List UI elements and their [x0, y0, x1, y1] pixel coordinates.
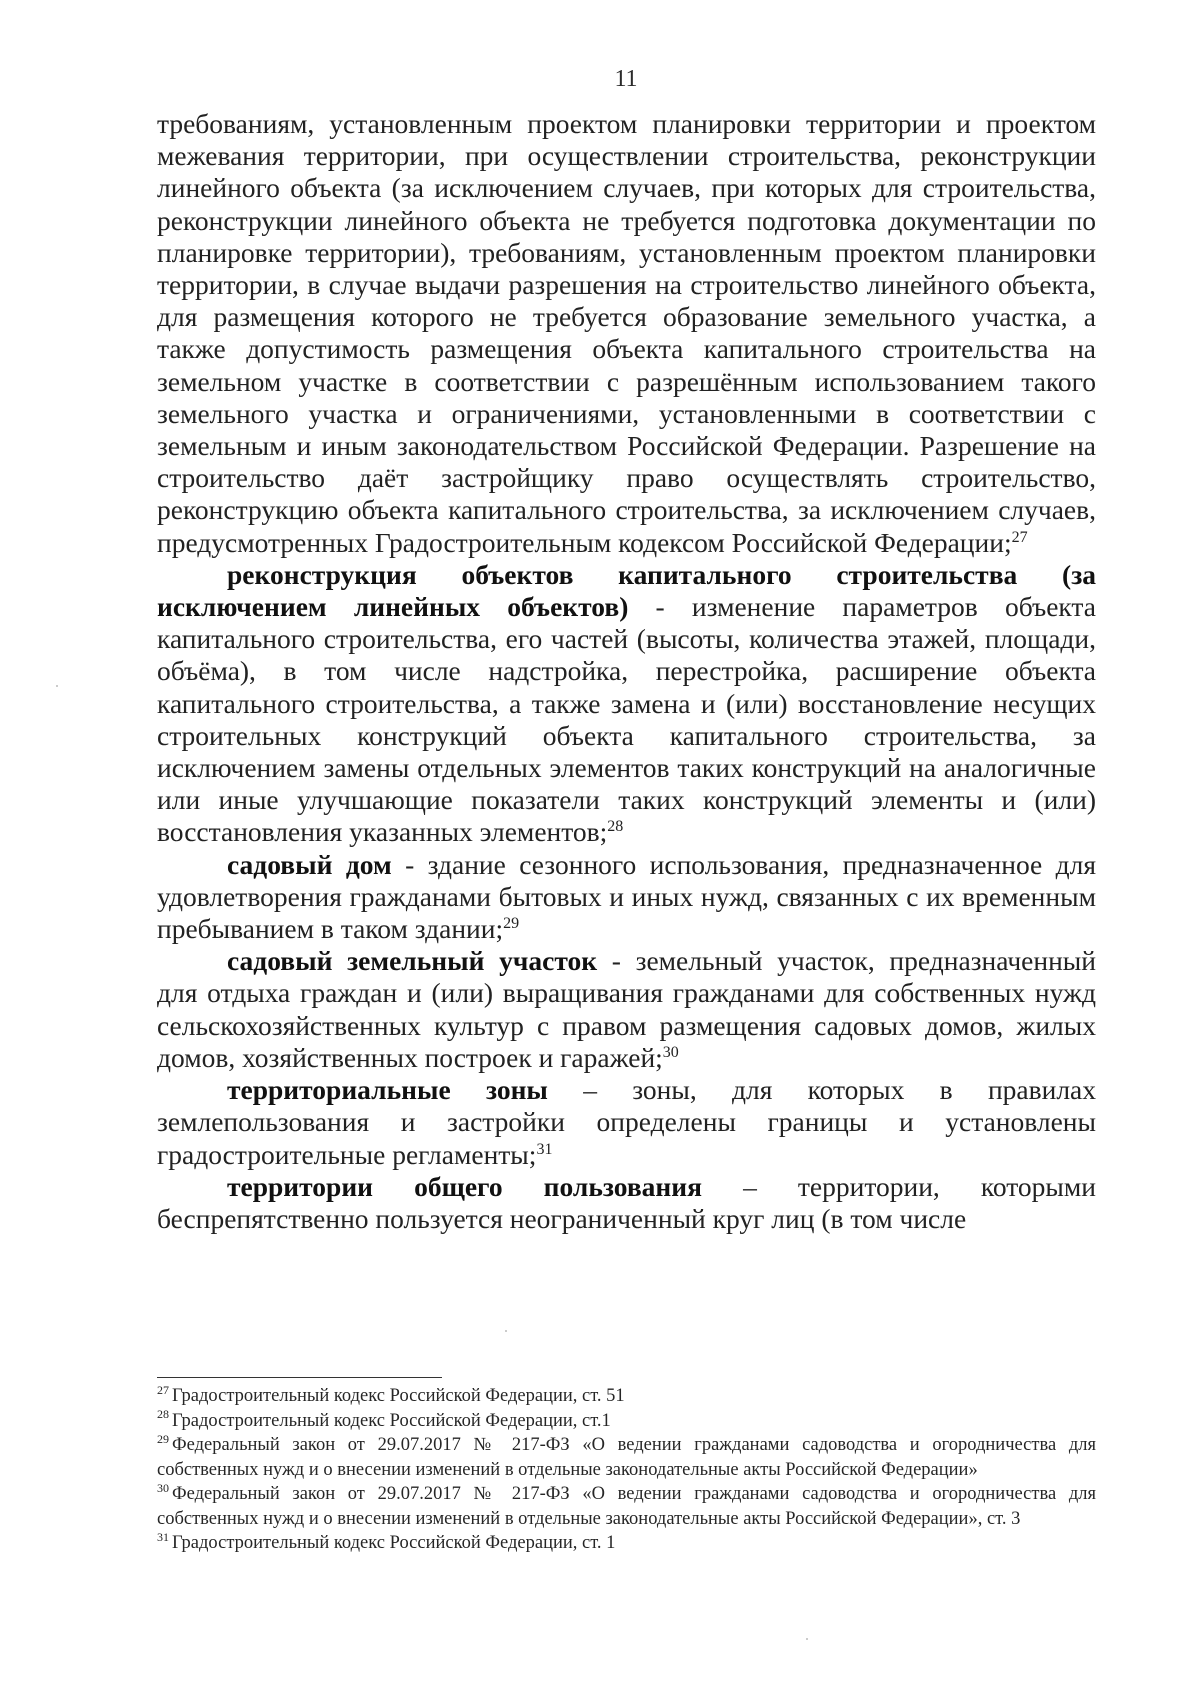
footnote-divider	[157, 1377, 442, 1378]
footnote	[157, 1433, 1096, 1482]
definition-text: – зоны, для которых в правилах землепользования и застройки определены границы и установлены градостроительные регламенты;	[157, 1074, 1096, 1170]
definition-paragraph	[157, 945, 1096, 1074]
defined-term: садовый земельный участок	[227, 945, 598, 977]
body-text	[157, 108, 1096, 1235]
footnote-mark: 27	[157, 1382, 169, 1397]
footnote-mark: 28	[157, 1407, 169, 1422]
defined-term: территории общего пользования	[227, 1170, 702, 1202]
paragraph-continuation	[157, 108, 1096, 559]
footnote-text: Градостроительный кодекс Российской Федерации, ст. 51	[172, 1386, 625, 1406]
footnote-text: Федеральный закон от 29.07.2017 № 217-ФЗ «О ведении гражданами садоводства и огородничества для собственных нужд и о внесении изменений в отдельные законодательные акты Российской Федерации»	[157, 1435, 1096, 1480]
definition-text: – территории, которыми беспрепятственно пользуется неограниченный круг лиц (в том числе	[157, 1170, 1096, 1234]
footnote	[157, 1531, 1096, 1556]
scan-speck	[505, 1330, 507, 1332]
definition-text: - земельный участок, предназначенный для отдыха граждан и (или) выращивания гражданами для собственных нужд сельскохозяйственных культур с правом размещения садовых домов, жилых домов, хозяйственных построек и гаражей;	[157, 945, 1097, 1073]
paragraph-text: требованиям, установленным проектом планировки территории и проектом межевания территории, при осуществлении строительства, реконструкции линейного объекта (за исключением случаев, при которых для строительства, реконструкции линейного объекта не требуется подготовка документации по планировке территории), требованиям, установленным проектом планировки территории, в случае выдачи разрешения на строительство линейного объекта, для размещения которого не требуется образование земельного участка, а также допустимость размещения объекта капитального строительства на земельном участке в соответствии с разрешённым использованием такого земельного участка и ограничениями, установленными в соответствии с земельным и иным законодательством Российской Федерации. Разрешение на строительство даёт застройщику право осуществлять строительство, реконструкцию объекта капитального строительства, за исключением случаев, предусмотренных Градостроительным кодексом Российской Федерации;	[157, 108, 1096, 558]
definition-paragraph	[157, 849, 1096, 946]
defined-term: территориальные зоны	[227, 1074, 548, 1106]
footnote	[157, 1482, 1096, 1531]
footnote-ref[interactable]: 28	[607, 818, 624, 836]
scan-speck	[806, 1638, 808, 1640]
defined-term: реконструкция объектов капитального строительства (за исключением линейных объектов)	[157, 558, 1096, 623]
footnote-mark: 30	[157, 1480, 169, 1495]
definition-text: - здание сезонного использования, предназначенное для удовлетворения гражданами бытовых и иных нужд, связанных с их временным пребыванием в таком здании;	[157, 848, 1096, 945]
definition-paragraph	[157, 1171, 1096, 1235]
footnotes	[157, 1384, 1096, 1556]
definition-paragraph	[157, 1074, 1096, 1171]
footnote-ref[interactable]: 31	[536, 1140, 553, 1158]
scan-speck	[56, 685, 58, 687]
footnote-ref[interactable]: 30	[662, 1043, 679, 1061]
footnote-text: Градостроительный кодекс Российской Федерации, ст. 1	[172, 1533, 616, 1553]
footnote-mark: 31	[157, 1529, 169, 1544]
definition-text: - изменение параметров объекта капитального строительства, его частей (высоты, количества этажей, площади, объёма), в том числе надстройка, перестройка, расширение объекта капитального строительства, а также замена и (или) восстановление несущих строительных конструкций объекта капитального строительства, за исключением замены отдельных элементов таких конструкций на аналогичные или иные улучшающие показатели таких конструкций элементы и (или) восстановления указанных элементов;	[157, 591, 1096, 848]
footnote-ref[interactable]: 29	[503, 914, 520, 932]
footnote	[157, 1384, 1096, 1409]
definition-paragraph	[157, 559, 1096, 849]
footnote-ref[interactable]: 27	[1011, 528, 1028, 546]
footnote-text: Федеральный закон от 29.07.2017 № 217-ФЗ «О ведении гражданами садоводства и огородничества для собственных нужд и о внесении изменений в отдельные законодательные акты Российской Федерации», ст. 3	[157, 1484, 1096, 1529]
footnote-mark: 29	[157, 1431, 169, 1446]
footnote-text: Градостроительный кодекс Российской Федерации, ст.1	[172, 1410, 611, 1431]
page-number: 11	[614, 66, 638, 92]
defined-term: садовый дом	[227, 848, 392, 880]
footnote	[157, 1409, 1096, 1434]
